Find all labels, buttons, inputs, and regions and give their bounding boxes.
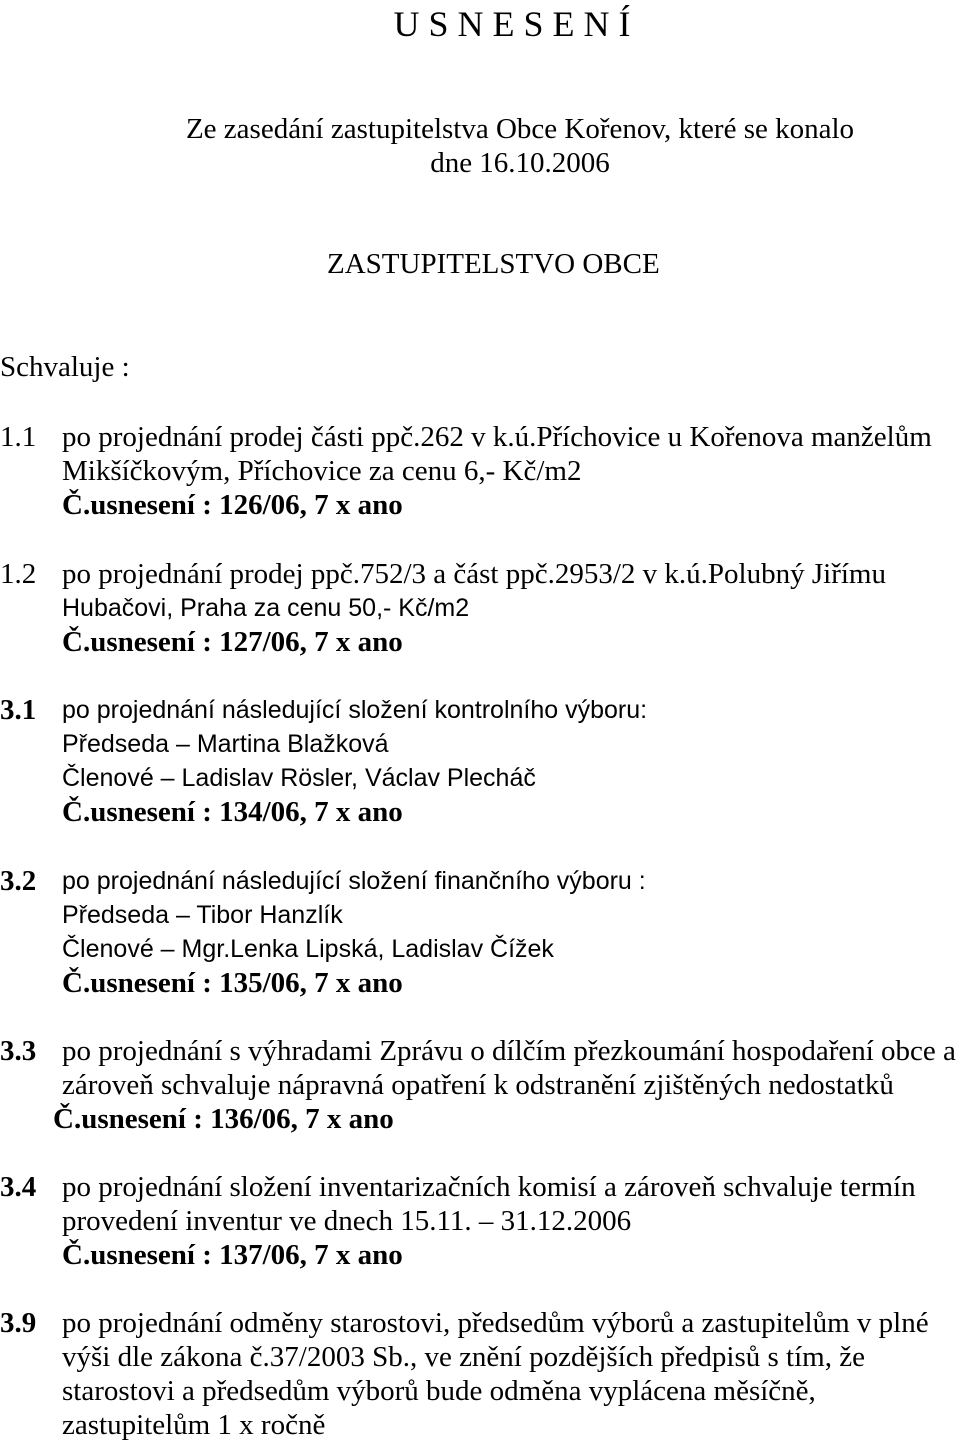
item-line: po projednání prodej ppč.752/3 a část ppč.2953/2 v k.ú.Polubný Jiřímu	[62, 558, 886, 590]
item-text	[62, 557, 960, 659]
item-line: po projednání následující složení kontrolního výboru:	[62, 696, 648, 724]
meeting-heading-line-2: dne 16.10.2006	[430, 147, 610, 179]
item-number: 1.2	[0, 558, 37, 590]
approves-label: Schvaluje :	[0, 351, 130, 383]
item-text	[53, 1034, 960, 1136]
item-line: zastupitelům 1 x ročně	[62, 1409, 326, 1441]
item-number: 3.3	[0, 1035, 37, 1067]
resolution-number: Č.usnesení : 136/06, 7 x ano	[53, 1103, 394, 1135]
item-text	[62, 864, 960, 1000]
document-title: U S N E S E N Í	[393, 4, 631, 44]
item-line: zároveň schvaluje nápravná opatření k odstranění zjištěných nedostatků	[62, 1069, 894, 1101]
item-text	[62, 1170, 960, 1272]
item-line: výši dle zákona č.37/2003 Sb., ve znění pozdějších předpisů s tím, že	[62, 1341, 865, 1373]
item-line: Hubačovi, Praha za cenu 50,- Kč/m2	[62, 594, 470, 622]
item-line: Členové – Mgr.Lenka Lipská, Ladislav Čížek	[62, 935, 554, 963]
item-number: 3.9	[0, 1307, 37, 1339]
resolution-number: Č.usnesení : 127/06, 7 x ano	[62, 626, 403, 658]
item-number: 3.1	[0, 694, 37, 726]
item-text	[62, 420, 960, 522]
item-line: po projednání následující složení finančního výboru :	[62, 867, 646, 895]
item-line: Předseda – Martina Blažková	[62, 730, 389, 758]
resolution-number: Č.usnesení : 134/06, 7 x ano	[62, 796, 403, 828]
resolution-number: Č.usnesení : 135/06, 7 x ano	[62, 967, 403, 999]
item-number: 3.2	[0, 865, 37, 897]
item-line: po projednání prodej části ppč.262 v k.ú.Příchovice u Kořenova manželům	[62, 421, 932, 453]
item-text	[62, 1306, 960, 1442]
item-line: starostovi a předsedům výborů bude odměna vyplácena měsíčně,	[62, 1375, 816, 1407]
resolution-number: Č.usnesení : 126/06, 7 x ano	[62, 489, 403, 521]
item-line: Předseda – Tibor Hanzlík	[62, 901, 343, 929]
item-line: po projednání složení inventarizačních komisí a zároveň schvaluje termín	[62, 1171, 916, 1203]
item-line: po projednání odměny starostovi, předsedům výborů a zastupitelům v plné	[62, 1307, 929, 1339]
item-line: Členové – Ladislav Rösler, Václav Plecháč	[62, 764, 536, 792]
meeting-heading-line-1: Ze zasedání zastupitelstva Obce Kořenov, které se konalo	[185, 113, 855, 145]
resolution-number: Č.usnesení : 137/06, 7 x ano	[62, 1239, 403, 1271]
council-heading: ZASTUPITELSTVO OBCE	[327, 248, 660, 280]
item-number: 1.1	[0, 421, 37, 453]
item-line: provedení inventur ve dnech 15.11. – 31.12.2006	[62, 1205, 632, 1237]
item-line: po projednání s výhradami Zprávu o dílčím přezkoumání hospodaření obce a	[62, 1035, 956, 1067]
item-text	[62, 693, 960, 829]
meeting-heading	[170, 112, 870, 180]
item-line: Mikšíčkovým, Příchovice za cenu 6,- Kč/m2	[62, 455, 582, 487]
item-number: 3.4	[0, 1171, 37, 1203]
